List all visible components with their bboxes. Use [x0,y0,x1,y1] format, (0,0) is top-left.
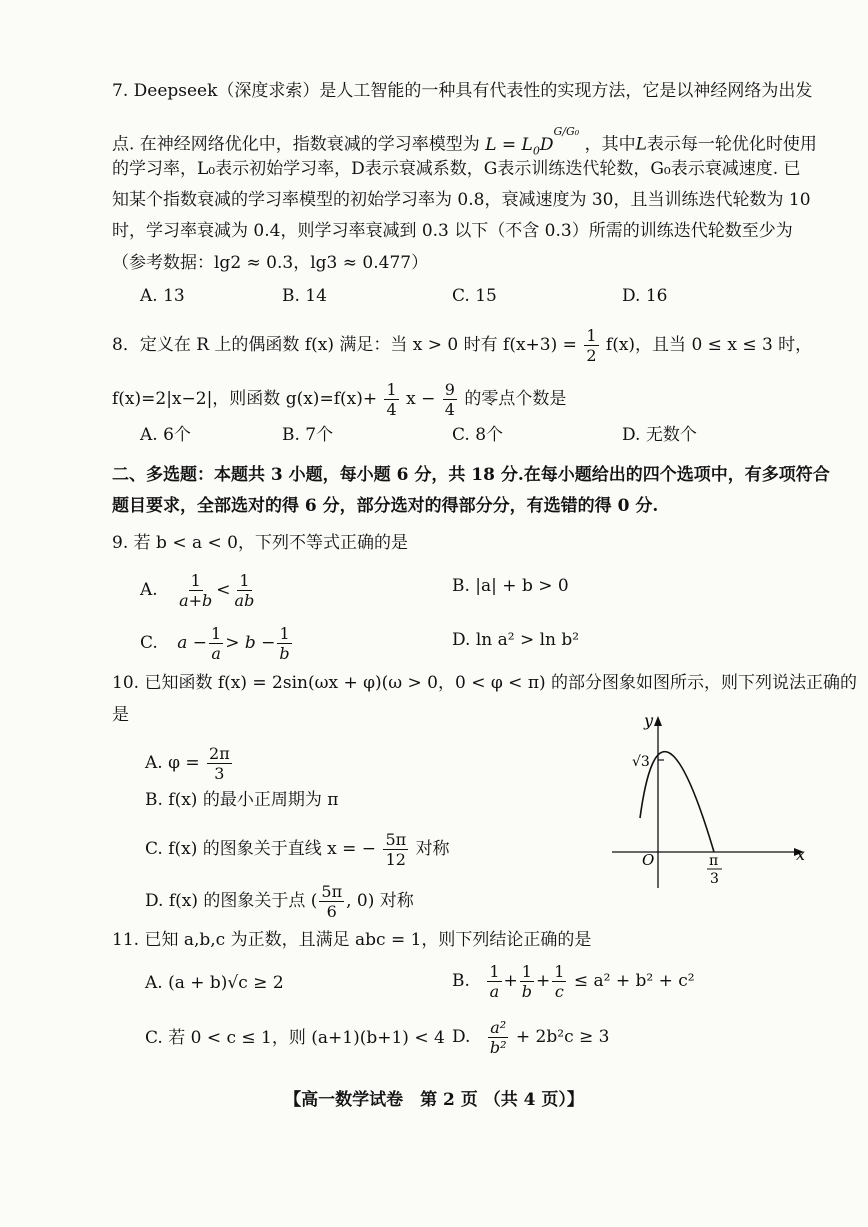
page-footer: 【高一数学试卷 第 2 页 （共 4 页）】 [284,1090,584,1110]
q11-option-a[interactable]: A. (a + b)√c ≥ 2 [145,973,284,993]
q7-option-b[interactable]: B. 14 [282,286,327,306]
q9-stem: 9. 若 b < a < 0，下列不等式正确的是 [112,533,408,553]
q8-line2-text: f(x)=2|x−2|，则函数 g(x)=f(x)+ [112,389,378,409]
graph-pi-label: π [709,853,719,869]
q9-option-c-label: C. [140,633,158,653]
section2-line2: 题目要求，全部选对的得 6 分，部分选对的得部分分，有选错的得 0 分. [112,496,659,516]
section2-line1: 二、多选题：本题共 3 小题，每小题 6 分，共 18 分.在每小题给出的四个选项中，有多项符合 [112,465,830,485]
y-axis-arrow [654,716,662,726]
q7-formula: $L = L_0D^{G/G_0}$ [485,125,580,158]
q8-line1 [112,326,812,365]
q10-line1: 10. 已知函数 f(x) = 2sin(ωx + φ)(ω > 0，0 < φ < π) 的部分图象如图所示，则下列说法正确的 [112,673,858,693]
q7-line3: 的学习率，L₀表示初始学习率，D表示衰减系数，G表示训练迭代轮数，G₀表示衰减速度. 已 [112,159,801,179]
q8-option-b[interactable]: B. 7个 [282,425,334,445]
q10-option-c-tail: 对称 [415,839,450,859]
q9-option-b[interactable]: B. |a| + b > 0 [452,576,569,596]
q11-option-d[interactable]: D. $\frac{\text{a²}}{\text{b²}}$ + 2b²c ≥ 3 [452,1018,610,1057]
q7-option-c[interactable]: C. 15 [452,286,497,306]
q11-option-d-label: D. [452,1027,471,1047]
q10-option-d[interactable]: D. f(x) 的图象关于点 ( $\frac{5\pi}{6}$ , 0) 对称 [145,882,414,921]
q8-quarter-fraction: $\frac{1}{4}$ [386,380,397,419]
q7-line4: 知某个指数衰减的学习率模型的初始学习率为 0.8，衰减速度为 30，且当训练迭代轮数为 10 [112,190,811,210]
q7-line5: 时，学习率衰减为 0.4，则学习率衰减到 0.3 以下（不含 0.3）所需的训练迭代轮数至少为 [112,221,793,241]
q10-sine-graph [612,710,812,890]
q7-line2-mid: ，其中 [584,134,636,155]
q10-option-b[interactable]: B. f(x) 的最小正周期为 π [145,790,339,810]
q8-line2-end: 的零点个数是 [464,389,567,409]
q11-option-c[interactable]: C. 若 0 < c ≤ 1，则 (a+1)(b+1) < 4 [145,1028,445,1048]
q11-option-b-tail: ≤ a² + b² + c² [573,971,695,991]
graph-y-label: y [644,711,654,730]
q9-option-a[interactable]: A. $\frac{1}{a+b}$ < $\frac{1}{ab}$ [140,571,255,610]
q11-option-b[interactable]: B. $\frac{1}{a}$ + $\frac{1}{b}$ + $\frac{1}{c}$ ≤ a² + b² + c² [452,962,695,1001]
q8-line1-text: 8．定义在 R 上的偶函数 f(x) 满足：当 x > 0 时有 f(x+3) = [112,335,577,355]
q8-line2-mid: x − [406,389,436,409]
sine-curve [640,752,714,852]
q7-L: L [635,134,647,155]
q11-option-b-label: B. [452,971,470,991]
q7-option-d[interactable]: D. 16 [622,286,668,306]
q8-option-c[interactable]: C. 8个 [452,425,504,445]
q8-line2 [112,380,566,419]
q8-option-d[interactable]: D. 无数个 [622,425,697,445]
q7-line2-end: 表示每一轮优化时使用 [646,134,817,155]
q10-option-a[interactable]: A. φ = $\frac{2\pi}{3}$ [145,744,230,783]
q10-line2: 是 [112,705,129,725]
q10-option-a-text: A. φ = [145,753,200,773]
q10-option-c[interactable]: C. f(x) 的图象关于直线 x = − $\frac{5\pi}{12}$ 对称 [145,830,450,869]
q8-half-fraction: $\frac{1}{2}$ [586,326,597,365]
q7-line2-text: 点. 在神经网络优化中，指数衰减的学习率模型为 [112,134,480,155]
graph-sqrt3-label: √3 [632,754,650,770]
q8-line1-tail: f(x)，且当 0 ≤ x ≤ 3 时， [605,335,813,355]
q7-line1: 7. Deepseek（深度求索）是人工智能的一种具有代表性的实现方法，它是以神经网络为出发 [112,81,813,101]
q7-line6: （参考数据：lg2 ≈ 0.3，lg3 ≈ 0.477） [112,253,429,273]
q8-option-a[interactable]: A. 6个 [140,425,191,445]
q9-option-c[interactable]: C. a − $\frac{1}{a}$ > b − $\frac{1}{b}$ [140,624,290,663]
graph-three-label: 3 [710,871,719,887]
q11-stem: 11. 已知 a,b,c 为正数，且满足 abc = 1，则下列结论正确的是 [112,930,592,950]
q10-option-d-text: D. f(x) 的图象关于点 ( [145,891,318,911]
q9-option-d[interactable]: D. ln a² > ln b² [452,630,580,650]
graph-x-label: x [796,845,806,864]
q7-option-a[interactable]: A. 13 [140,286,185,306]
q10-option-c-text: C. f(x) 的图象关于直线 x = − [145,839,377,859]
graph-origin-label: O [642,851,655,869]
q9-option-a-label: A. [140,580,158,600]
q10-option-d-tail: , 0) 对称 [346,891,414,911]
q8-ninequarter-fraction: $\frac{9}{4}$ [444,380,455,419]
q11-option-d-tail: + 2b²c ≥ 3 [515,1027,610,1047]
